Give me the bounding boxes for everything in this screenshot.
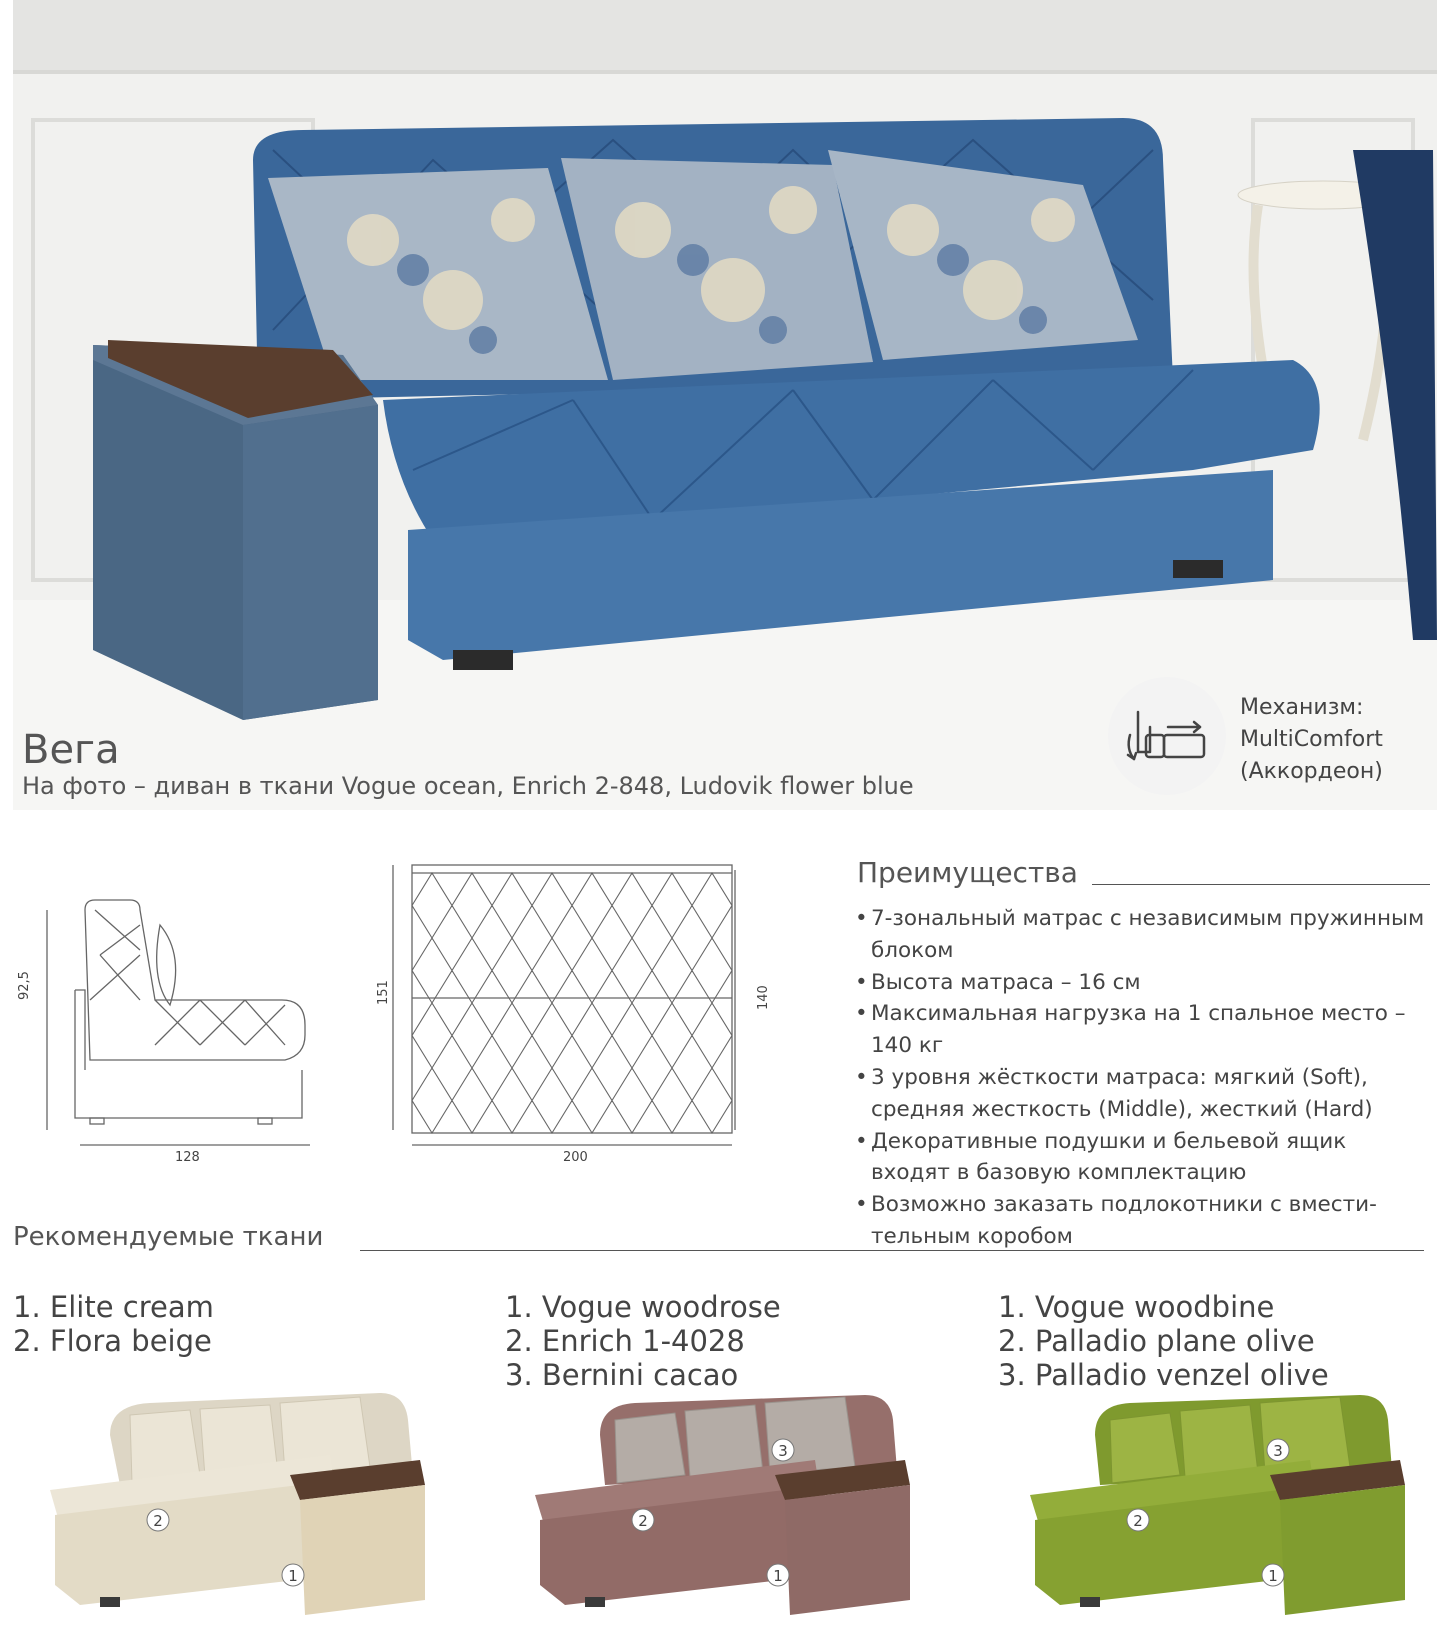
mechanism-name: MultiComfort: [1240, 727, 1383, 752]
fabric-marker: 2: [638, 1512, 648, 1530]
fabric-item: 2. Enrich 1-4028: [505, 1324, 745, 1358]
side-height-label: 92,5: [17, 971, 32, 1000]
photo-caption: На фото – диван в ткани Vogue ocean, Enrich 2-848, Ludovik flower blue: [22, 772, 914, 800]
fabric-item: 1. Vogue woodbine: [998, 1290, 1275, 1324]
mechanism-type: (Аккордеон): [1240, 759, 1383, 784]
fabrics-rule: [360, 1250, 1424, 1251]
sofa-transform-icon: [1108, 677, 1226, 795]
advantage-item: • Максимальная нагрузка на 1 спальное место – 140 кг: [855, 998, 1425, 1062]
front-height-label: 151: [376, 980, 391, 1005]
product-name: Вега: [22, 727, 120, 773]
advantages-title: Преимущества: [857, 856, 1078, 889]
top-view-drawing: [385, 855, 765, 1155]
mechanism-text: [1240, 692, 1383, 788]
fabric-item: 2. Flora beige: [13, 1324, 212, 1358]
mechanism-label: Механизм:: [1240, 695, 1364, 720]
fabric-marker: 3: [1273, 1442, 1283, 1460]
quilt-pattern: [412, 873, 732, 1133]
fabric-item: 1. Elite cream: [13, 1290, 214, 1324]
fabric-marker: 1: [1268, 1567, 1278, 1585]
advantage-item: • Высота матраса – 16 см: [855, 967, 1425, 999]
front-width-label: 200: [563, 1150, 588, 1165]
advantage-item: • 7-зональный матрас с независимым пружинным блоком: [855, 903, 1425, 967]
fabric-item: 3. Palladio venzel olive: [998, 1358, 1329, 1392]
advantages-rule: [1092, 884, 1430, 885]
advantage-item: • Декоративные подушки и бельевой ящик входят в базовую комплектацию: [855, 1126, 1425, 1190]
fabric-marker: 2: [153, 1512, 163, 1530]
fabric-marker: 1: [773, 1567, 783, 1585]
fabric-marker: 3: [778, 1442, 788, 1460]
sleep-length-label: 140: [756, 985, 771, 1010]
advantage-item: • 3 уровня жёсткости матраса: мягкий (Soft), средняя жесткость (Middle), жесткий (Hard): [855, 1062, 1425, 1126]
side-view-drawing: [30, 895, 330, 1175]
fabric-sofa-cream: [40, 1375, 440, 1625]
fabric-item: 3. Bernini cacao: [505, 1358, 739, 1392]
advantages-list: [855, 903, 1425, 1253]
fabric-group-1-list: [13, 1290, 214, 1358]
fabric-item: 2. Palladio plane olive: [998, 1324, 1315, 1358]
fabric-marker: 2: [1133, 1512, 1143, 1530]
mechanism-badge: [1108, 677, 1226, 795]
side-depth-label: 128: [175, 1150, 200, 1165]
fabric-item: 1. Vogue woodrose: [505, 1290, 781, 1324]
fabric-sofa-woodrose: [525, 1375, 925, 1625]
fabrics-title: Рекомендуемые ткани: [13, 1222, 324, 1252]
fabric-sofa-olive: [1020, 1375, 1420, 1625]
fabric-marker: 1: [288, 1567, 298, 1585]
advantage-item: • Возможно заказать подлокотники с вмести-тельным коробом: [855, 1189, 1425, 1253]
